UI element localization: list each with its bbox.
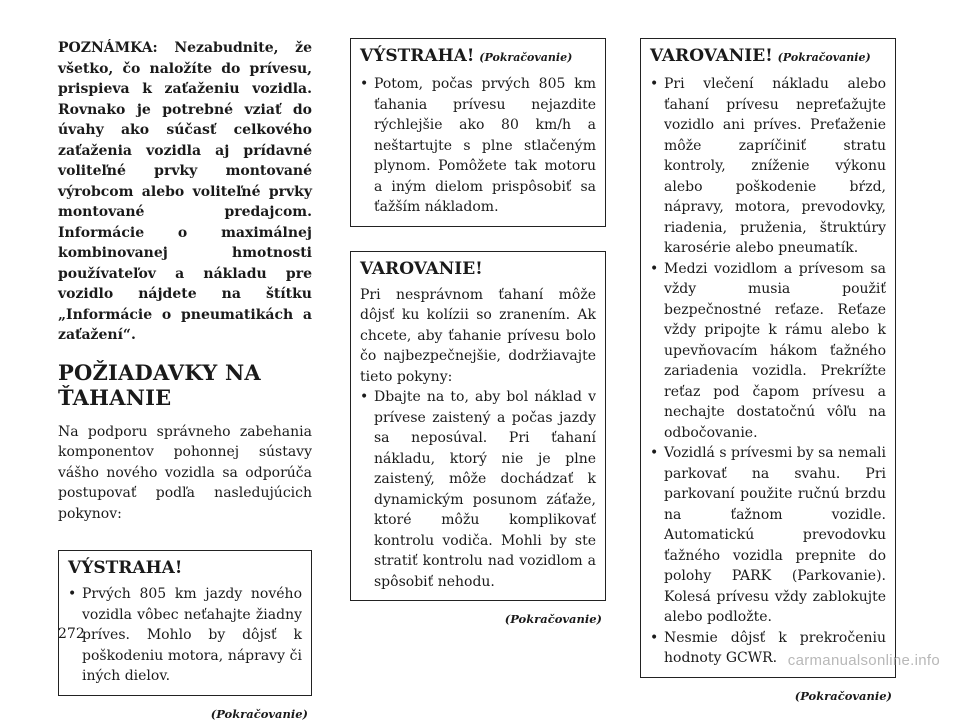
continued-label: (Pokračovanie) [640,686,896,707]
caution-subtitle: (Pokračovanie) [778,51,871,64]
warning-subtitle: (Pokračovanie) [479,51,572,64]
warning-list [360,74,596,218]
column-right [640,38,896,706]
caution-list [360,387,596,592]
warning-box-continued [350,38,606,227]
list-item: • Pri vlečení nákladu alebo ťahaní prívesu nepreťažujte vozidlo ani príves. Preťaženie môže zapríčiniť stratu kontroly, zníženie výkonu alebo poškodenie bŕzd, nápravy, motora, prevodovky, riadenia, pruženia, štruktúry karosérie alebo pneumatík. [650,74,886,259]
list-item: • Prvých 805 km jazdy nového vozidla vôbec neťahajte žiadny príves. Mohlo by dôjsť k poškodeniu motora, nápravy či iných dielov. [68,584,302,687]
continued-label: (Pokračovanie) [58,704,312,724]
warning-box [58,550,312,696]
list-item: • Vozidlá s prívesmi by sa nemali parkovať na svahu. Pri parkovaní použite ručnú brzdu na ťažnom vozidle. Automatickú prevodovku ťažného vozidla prepnite do polohy PARK (Parkovanie). Kolesá prívesu vždy zablokujte alebo podložte. [650,443,886,628]
note-paragraph: POZNÁMKA: Nezabudnite, že všetko, čo naložíte do prívesu, prispieva k zaťaženiu vozidla. Rovnako je potrebné vziať do úvahy ako súčasť celkového zaťaženia vozidla aj prídavné voliteľné prvky montované výrobcom alebo voliteľné prvky montované predajcom. Informácie o maximálnej kombinovanej hmotnosti používateľov a nákladu pre vozidlo nájdete na štítku „Informácie o pneumatikách a zaťažení“. [58,38,312,346]
caution-box [350,251,606,602]
caution-text: Pri nesprávnom ťahaní môže dôjsť ku kolízii so zranením. Ak chcete, aby ťahanie prívesu bolo čo najbezpečnejšie, dodržiavajte tieto pokyny: [360,285,596,388]
warning-title: VÝSTRAHA! [68,556,302,580]
intro-paragraph: Na podporu správneho zabehania komponentov pohonnej sústavy vášho nového vozidla sa odporúča postupovať podľa nasledujúcich pokynov: [58,422,312,525]
caution-title: VAROVANIE! [360,257,596,281]
list-item: • Medzi vozidlom a prívesom sa vždy musia použiť bezpečnostné reťaze. Reťaze vždy pripojte k rámu alebo k upevňovacím hákom ťažného zariadenia vozidla. Prekrížte reťaz pod čapom prívesu a nechajte dostatočnú vôľu na odbočovanie. [650,259,886,444]
column-middle [350,38,606,630]
continued-label: (Pokračovanie) [350,609,606,630]
caution-title [650,44,886,70]
list-item: • Potom, počas prvých 805 km ťahania prívesu nejazdite rýchlejšie ako 80 km/h a neštartujte s plne stlačeným plynom. Pomôžete tak motoru a iným dielom prispôsobiť sa ťažším nákladom. [360,74,596,218]
warning-title-text: VÝSTRAHA! [360,46,474,66]
watermark-text: carmanualsonline.info [788,652,940,669]
warning-title [360,44,596,70]
warning-list [68,584,302,687]
column-left [58,38,312,724]
caution-title-text: VAROVANIE! [650,46,773,66]
list-item: • Dbajte na to, aby bol náklad v prívese zaistený a počas jazdy sa neposúval. Pri ťahaní nákladu, ktorý nie je plne zaistený, môže dochádzať k dynamickým posunom záťaže, ktoré môžu komplikovať kontrolu vodiča. Mohli by ste stratiť kontrolu nad vozidlom a spôsobiť nehodu. [360,387,596,592]
page-number: 272 [58,626,85,642]
caution-box-continued [640,38,896,678]
caution-list [650,74,886,669]
list-item: • Nesmie dôjsť k prekročeniu hodnoty GCWR. [650,628,886,669]
section-heading: POŽIADAVKY NA ŤAHANIE [58,360,312,410]
